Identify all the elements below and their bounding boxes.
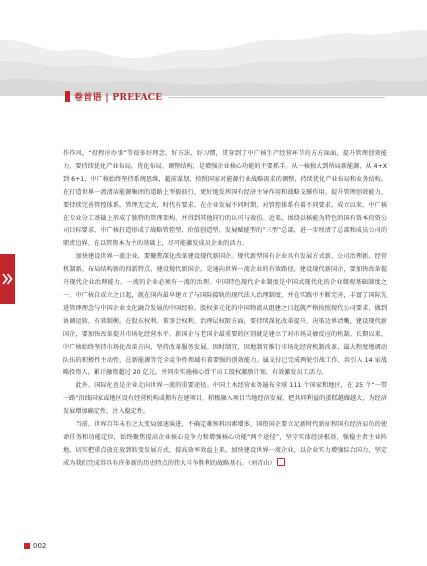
paragraph — [63, 419, 387, 471]
paragraph: 此外，国际化也是企业走向世界一流的重要途径。中国土木经营业务遍布全球 111 个国家和地区，在 25 个“一带一路”沿线国家或地区设有经营机构或拥有在建项目，积极融入项目当地经济发展，把共同利益的蛋糕越做越大，为经济发展增加确定性、注入稳定性。 — [63, 382, 387, 416]
header-divider — [168, 97, 385, 98]
paragraph: 作作风，“投程序办事”等很多好理念、好方法、好习惯，贯穿到了中广核生产经营环节的方方面面，提升管理创效能力，要持续优化产业布局，优化布局、调整结构，是增强企业核心功能的主要抓手。从一核独大到所局新能源，从 4+X 到 6+1，中广核始终坚持系统思维，超前谋划，按照国家对能源行业战略需求的调整，持续优化产业布局和业务结构。在打造世界一流清洁能源集团的道路上坚毅前行，更好地发挥国有经济主导作用和战略支撑作用。提升管理创效能力，要持续完善管控体系。管理无定式，时代有要求。在企业发展不同时期，对管控体系有着不同要求。成立以来，中广核在专业分工基础上形成了独特的管理架构，并得到其他同行的认可与效仿。近来，围绕以核能为特色的国有资本投资公司目标要求，中广核打造形成了战略管控型、价值创造型、发展赋能型的“三型”总部，进一步厘清了总部和成员公司的职责边界。在以管资本为主的基础上，尽可能激发成员企业的活力。 — [63, 150, 387, 248]
end-mark-icon — [277, 458, 285, 466]
section-header — [65, 90, 385, 102]
section-title: 卷首语 | PREFACE — [74, 92, 163, 103]
header-accent-mark — [65, 91, 70, 102]
article-body — [63, 148, 387, 471]
page-number: 002 — [33, 542, 47, 550]
paragraph-text: 当前，世界百年未有之大变局加速演进，不确定难预料因素增多，国资国企要立足新时代新征程国有经济肩负的使命任务和功能定位，始终聚焦提高企业核心竞争力和增强核心功能“两个途径”，坚守实体经济根基，强稳主责主业阵地，切实把重点放在放到转变发展方式、提高效率效益上来，加快建设世界一流企业，以企业实力增强综合国力，坚定成为我们完成得具有许多新的历史特点的伟大斗争胜利的战略基石。 — [63, 421, 387, 467]
paragraph: 加快建设世界一流企业，要聚焦深化改革建设现代新国企。现代新型国有企业具有发展方式新、公司治理新、经营机制新、布局结构新的四新特点，建设现代新国企，是通向世界一流企业的有效路径，建设现代新国企，要加快改革提升现代企业治理能力。一流的企业必须有一流的治理。中国特色现代企业制度是中国式现代化的企业微观基础制度之一。中广核自成立之日起，就在国内最早建立了与国际接轨的现代法人治理制度，并在实践中不断完善，丰富了国际先进管理理念与中国企业文化融合发展的中国经验。股权多元化的中国物流从组建之日起就严格按照现代公司要求，做到协调运转、有效制衡。在股东权利、董事会权利、治理层权限方面，要持续深化改革提升，决策边界清晰，建设现代新国企，要加快改革提升市场化经营水平。新国企与老国企最重要的区别就是建立了对市场灵敏反应的机制。长期以来，中广核始终坚持市场化改革方向，坚持改革服务发展。因时制宜，因地制宜推行市场化经营机制改革，最大程度地调动队伍的积极性主动性，在新能源等完全竞争性领域有着要强的创效能力。属支付已完成两轮引战工作，共引入 14 家战略投资人，累计融资超过 20 亿元，并同步实施核心骨干员工股权激励计划，有效激发员工活力。 — [63, 253, 387, 377]
page-footer — [24, 542, 46, 550]
double-chevron-right-icon — [2, 273, 13, 285]
side-tab-marker — [0, 254, 15, 304]
footer-accent-mark — [24, 543, 30, 549]
author-name: （刘青山） — [247, 459, 276, 467]
